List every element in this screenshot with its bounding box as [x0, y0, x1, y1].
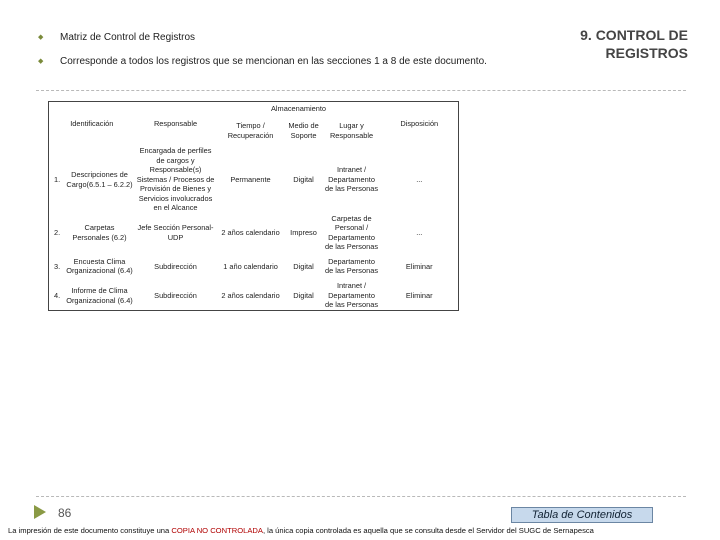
section-title — [580, 26, 688, 62]
disclaimer — [8, 526, 718, 535]
header-lugar: Lugar y Responsable — [329, 120, 374, 140]
cell-disposicion: ... — [416, 174, 423, 184]
cell-medio: Digital — [293, 174, 314, 184]
table-row — [49, 214, 459, 252]
bullet-text: Matriz de Control de Registros — [60, 31, 196, 43]
table-row — [49, 252, 459, 281]
cell-disposicion: Eliminar — [405, 290, 433, 300]
header-responsable: Responsable — [153, 118, 198, 128]
footer-divider — [36, 496, 686, 497]
toc-link-button[interactable]: Tabla de Contenidos — [511, 507, 653, 523]
cell-lugar: Intranet / Departamento de las Personas — [325, 281, 379, 310]
bullet-list — [38, 26, 487, 74]
cell-identificacion: Carpetas Personales (6.2) — [72, 223, 127, 242]
section-title-line2: REGISTROS — [605, 45, 688, 61]
table-row — [49, 281, 459, 311]
header-identificacion: Identificación — [70, 118, 114, 128]
disclaimer-text-start: La impresión de este documento constituye una — [8, 526, 172, 535]
row-number: 1. — [54, 174, 61, 184]
bullet-icon: ◆ — [38, 58, 44, 65]
cell-tiempo: 2 años calendario — [221, 227, 280, 237]
cell-tiempo: 2 años calendario — [221, 290, 280, 300]
cell-disposicion: ... — [416, 227, 423, 237]
cell-responsable: Subdirección — [154, 261, 197, 271]
page-arrow-icon — [34, 505, 46, 519]
header-medio: Medio de Soporte — [288, 120, 319, 140]
cell-lugar: Departamento de las Personas — [325, 256, 379, 276]
header-disposicion: Disposición — [400, 118, 439, 128]
cell-disposicion: Eliminar — [405, 261, 433, 271]
cell-lugar: Intranet / Departamento de las Personas — [325, 165, 379, 194]
cell-medio: Digital — [293, 261, 314, 271]
disclaimer-text-end: , la única copia controlada es aquella que se consulta desde el Servidor del SUGC de Sernapesca — [262, 526, 594, 535]
cell-identificacion: Informe de Clima Organizacional (6.4) — [66, 286, 133, 305]
cell-identificacion: Encuesta Clima Organizacional (6.4) — [66, 256, 133, 276]
row-number: 2. — [54, 227, 61, 237]
cell-medio: Impreso — [290, 227, 317, 237]
bullet-item — [38, 50, 487, 72]
table-row — [49, 146, 459, 214]
section-title-line1: 9. CONTROL DE — [580, 27, 688, 43]
cell-identificacion: Descripciones de Cargo(6.5.1 – 6.2.2) — [66, 169, 133, 189]
row-number: 3. — [54, 261, 61, 271]
bullet-icon: ◆ — [38, 34, 44, 41]
cell-lugar: Carpetas de Personal / Departamento de las Personas — [325, 213, 379, 252]
disclaimer-uncontrolled-copy: COPIA NO CONTROLADA — [171, 526, 263, 535]
cell-medio: Digital — [293, 290, 314, 300]
cell-responsable: Encargada de perfiles de cargos y Responsable(s) Sistemas / Procesos de Provisión de Bienes y Servicios involucrados en el Alcance — [136, 145, 215, 213]
row-number: 4. — [54, 290, 61, 300]
header-tiempo: Tiempo / Recuperación — [227, 120, 274, 140]
cell-tiempo: 1 año calendario — [223, 261, 278, 271]
cell-tiempo: Permanente — [230, 174, 271, 184]
page-number: 86 — [58, 506, 72, 520]
cell-responsable: Subdirección — [154, 290, 197, 300]
bullet-text: Corresponde a todos los registros que se mencionan en las secciones 1 a 8 de este documento. — [60, 55, 487, 67]
bullet-item — [38, 26, 487, 48]
header-almacenamiento: Almacenamiento — [270, 103, 327, 113]
divider — [36, 90, 686, 91]
records-control-table — [48, 101, 459, 311]
cell-responsable: Jefe Sección Personal- UDP — [137, 223, 214, 242]
